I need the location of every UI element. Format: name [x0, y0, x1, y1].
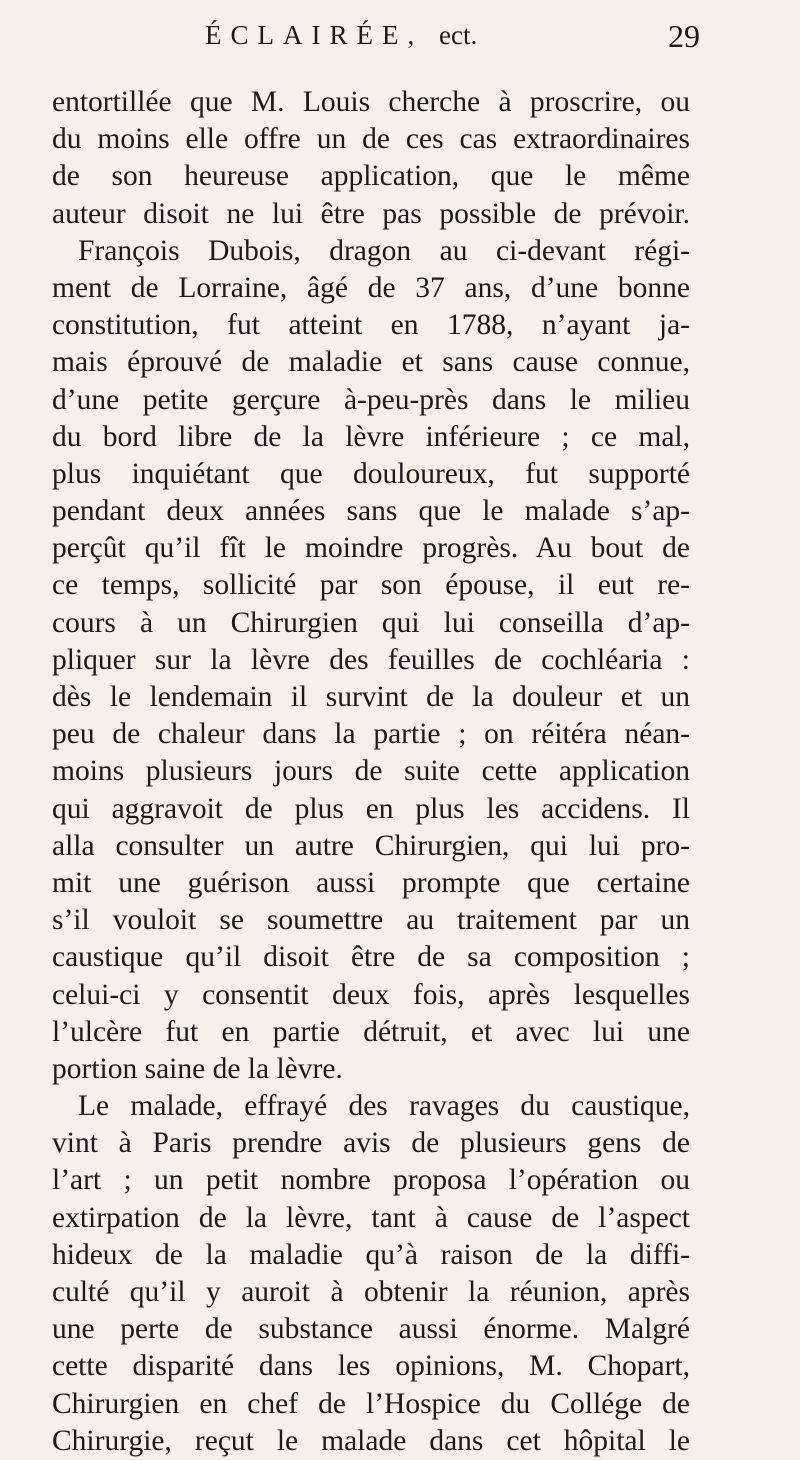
running-title-suffix: ect.: [438, 20, 478, 50]
text-line: du bord libre de la lèvre inférieure ; ce mal,: [52, 420, 690, 453]
text-line: qui aggravoit de plus en plus les accidens. Il: [52, 792, 690, 825]
text-line: alla consulter un autre Chirurgien, qui lui pro-: [52, 829, 690, 862]
body-text: [52, 84, 690, 1460]
text-line: du moins elle offre un de ces cas extraordinaires: [52, 123, 690, 156]
text-line: pliquer sur la lèvre des feuilles de cochléaria :: [52, 643, 690, 676]
text-line: mit une guérison aussi prompte que certaine: [52, 866, 690, 899]
text-line: extirpation de la lèvre, tant à cause de l’aspect: [52, 1201, 690, 1234]
text-line: l’ulcère fut en partie détruit, et avec lui une: [52, 1015, 690, 1048]
text-line: une perte de substance aussi énorme. Malgré: [52, 1313, 690, 1346]
text-line: Chirurgie, reçut le malade dans cet hôpital le: [52, 1424, 690, 1457]
text-line: Le malade, effrayé des ravages du caustique,: [78, 1090, 690, 1123]
text-line: mais éprouvé de maladie et sans cause connue,: [52, 346, 690, 379]
text-line: auteur disoit ne lui être pas possible de prévoir.: [52, 197, 690, 230]
text-line: entortillée que M. Louis cherche à proscrire, ou: [52, 86, 690, 118]
running-title: [205, 20, 477, 51]
text-line: cours à un Chirurgien qui lui conseilla d’ap-: [52, 606, 690, 639]
text-line: celui-ci y consentit deux fois, après lesquelles: [52, 978, 690, 1011]
text-line: pendant deux années sans que le malade s’ap-: [52, 495, 690, 528]
running-title-word: ÉCLAIRÉE,: [205, 20, 424, 50]
text-line: portion saine de la lèvre.: [52, 1052, 343, 1085]
text-line: ce temps, sollicité par son épouse, il eut re-: [52, 569, 690, 602]
text-line: s’il vouloit se soumettre au traitement par un: [52, 904, 690, 937]
text-line: vint à Paris prendre avis de plusieurs gens de: [52, 1127, 690, 1160]
text-line: plus inquiétant que douloureux, fut supporté: [52, 457, 690, 490]
text-line: de son heureuse application, que le même: [52, 160, 690, 193]
text-line: d’une petite gerçure à-peu-près dans le milieu: [52, 383, 690, 416]
text-line: moins plusieurs jours de suite cette application: [52, 755, 690, 788]
running-head: [0, 20, 800, 60]
page-number: 29: [668, 18, 700, 54]
text-line: hideux de la maladie qu’à raison de la diffi-: [52, 1238, 690, 1271]
text-line: François Dubois, dragon au ci-devant régi-: [78, 234, 690, 267]
text-line: ment de Lorraine, âgé de 37 ans, d’une bonne: [52, 271, 690, 304]
text-line: dès le lendemain il survint de la douleur et un: [52, 681, 690, 713]
text-line: l’art ; un petit nombre proposa l’opération ou: [52, 1164, 690, 1197]
text-line: peu de chaleur dans la partie ; on réitéra néan-: [52, 718, 690, 751]
text-line: cette disparité dans les opinions, M. Chopart,: [52, 1350, 690, 1383]
text-line: caustique qu’il disoit être de sa composition ;: [52, 941, 690, 974]
text-line: culté qu’il y auroit à obtenir la réunion, après: [52, 1276, 690, 1308]
text-line: Chirurgien en chef de l’Hospice du Collége de: [52, 1387, 690, 1420]
text-line: constitution, fut atteint en 1788, n’ayant ja-: [52, 309, 690, 342]
text-line: perçût qu’il fît le moindre progrès. Au bout de: [52, 532, 690, 565]
